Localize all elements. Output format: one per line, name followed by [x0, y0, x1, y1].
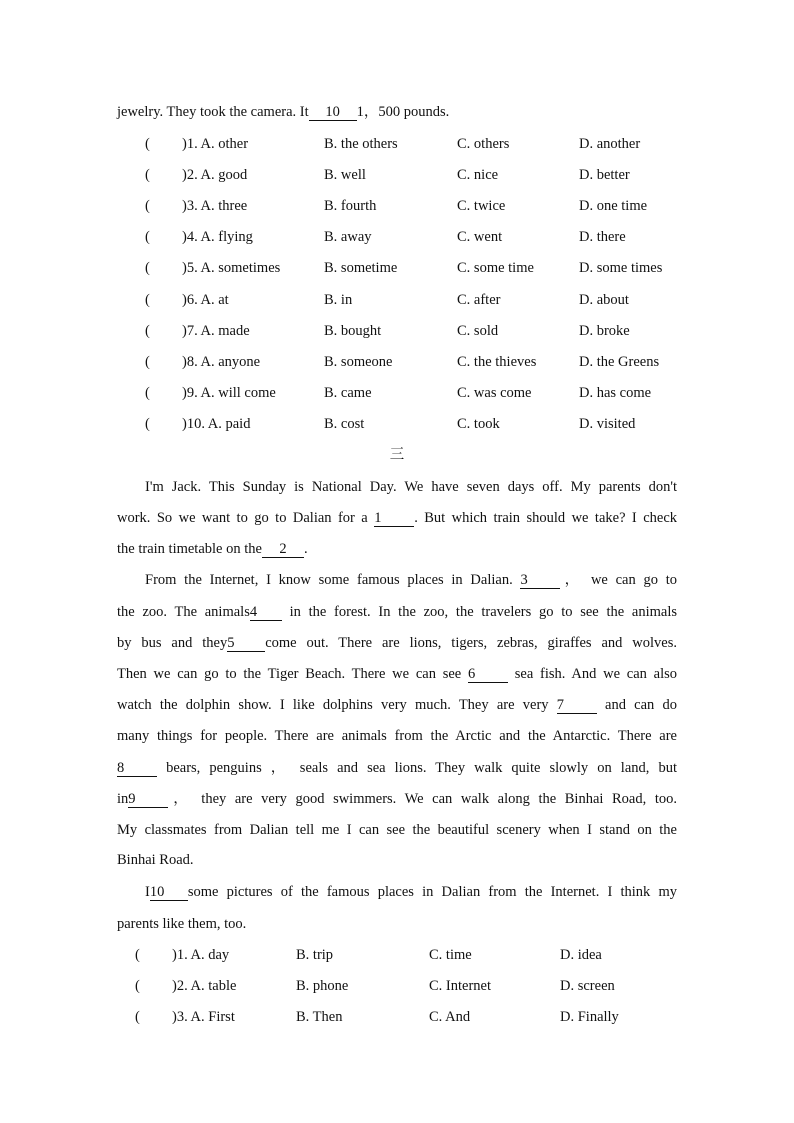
answer-paren[interactable]: (: [135, 1009, 140, 1025]
passage-line: I'm Jack. This Sunday is National Day. We have seven days off. My parents don't: [145, 479, 677, 495]
text: by bus and they: [117, 635, 228, 651]
passage-line: [145, 882, 677, 902]
passage-line: [145, 570, 677, 590]
answer-paren[interactable]: (: [135, 947, 140, 963]
option-c: C. others: [457, 136, 510, 152]
blank[interactable]: 10: [309, 104, 357, 121]
blank[interactable]: 6: [468, 666, 508, 683]
option-a: )2. A. good: [182, 167, 248, 183]
option-d: D. Finally: [560, 1009, 619, 1025]
option-a: )1. A. other: [182, 136, 249, 152]
option-c: C. twice: [457, 198, 506, 214]
option-b: B. fourth: [324, 198, 377, 214]
option-d: D. broke: [579, 323, 630, 339]
answer-paren[interactable]: (: [145, 385, 150, 401]
option-a: )1. A. day: [172, 947, 230, 963]
option-a: )3. A. three: [182, 198, 248, 214]
text: and can do: [596, 697, 678, 713]
option-d: D. there: [579, 229, 626, 245]
passage-line: Binhai Road.: [117, 852, 194, 868]
blank[interactable]: 3: [520, 572, 560, 589]
option-c: C. And: [429, 1009, 471, 1025]
option-b: B. someone: [324, 354, 393, 370]
option-c: C. nice: [457, 167, 499, 183]
passage-line: [117, 758, 677, 778]
option-d: D. idea: [560, 947, 602, 963]
text: in the forest. In the zoo, the travelers go to see the animals: [281, 604, 677, 620]
blank[interactable]: 2: [262, 541, 304, 558]
answer-paren[interactable]: (: [145, 136, 150, 152]
answer-paren[interactable]: (: [145, 198, 150, 214]
option-b: B. Then: [296, 1009, 343, 1025]
text: work. So we want to go to Dalian for a: [117, 510, 368, 526]
passage-line: many things for people. There are animals from the Arctic and the Antarctic. There are: [117, 728, 677, 744]
text: watch the dolphin show. I like dolphins very much. They are very: [117, 697, 549, 713]
text: sea fish. And we can also: [508, 666, 677, 682]
text: Then we can go to the Tiger Beach. There we can see: [117, 666, 462, 682]
blank[interactable]: 7: [557, 697, 597, 714]
option-b: B. cost: [324, 416, 365, 432]
option-a: )3. A. First: [172, 1009, 235, 1025]
text: .: [303, 541, 308, 557]
option-a: )8. A. anyone: [182, 354, 261, 370]
option-b: B. trip: [296, 947, 334, 963]
option-d: D. about: [579, 292, 629, 308]
option-c: C. was come: [457, 385, 532, 401]
option-a: )5. A. sometimes: [182, 260, 281, 276]
text: bears, penguins ， seals and sea lions. They walk quite slowly on land, but: [157, 760, 677, 776]
passage-line: My classmates from Dalian tell me I can see the beautiful scenery when I stand on the: [117, 822, 677, 838]
option-d: D. some times: [579, 260, 663, 276]
text: the train timetable on the: [117, 541, 262, 557]
option-c: C. sold: [457, 323, 499, 339]
passage-line: [117, 508, 677, 528]
passage-line: [117, 102, 677, 122]
answer-paren[interactable]: (: [145, 292, 150, 308]
passage-line: [117, 633, 677, 653]
answer-paren[interactable]: (: [145, 229, 150, 245]
text: jewelry. They took the camera. It: [117, 104, 309, 120]
option-d: D. visited: [579, 416, 636, 432]
answer-paren[interactable]: (: [145, 167, 150, 183]
answer-paren[interactable]: (: [145, 260, 150, 276]
passage-line: parents like them, too.: [117, 916, 247, 932]
text: in: [117, 791, 129, 807]
option-d: D. the Greens: [579, 354, 660, 370]
option-d: D. has come: [579, 385, 652, 401]
option-d: D. screen: [560, 978, 615, 994]
text: come out. There are lions, tigers, zebras, giraffes and wolves.: [265, 635, 677, 651]
option-b: B. well: [324, 167, 366, 183]
option-d: D. better: [579, 167, 630, 183]
answer-paren[interactable]: (: [145, 354, 150, 370]
option-c: C. went: [457, 229, 503, 245]
option-c: C. time: [429, 947, 472, 963]
section-title: 三: [389, 447, 405, 463]
blank[interactable]: 5: [227, 635, 265, 652]
option-b: B. phone: [296, 978, 349, 994]
option-a: )9. A. will come: [182, 385, 276, 401]
text: some pictures of the famous places in Dalian from the Internet. I think my: [187, 884, 677, 900]
text: 1，500 pounds.: [356, 104, 450, 120]
option-b: B. bought: [324, 323, 382, 339]
option-a: )10. A. paid: [182, 416, 251, 432]
passage-line: [117, 664, 677, 684]
option-a: )6. A. at: [182, 292, 229, 308]
option-a: )2. A. table: [172, 978, 237, 994]
passage-line: [117, 789, 677, 809]
option-b: B. came: [324, 385, 372, 401]
option-d: D. another: [579, 136, 641, 152]
answer-paren[interactable]: (: [135, 978, 140, 994]
blank[interactable]: 10: [150, 884, 188, 901]
passage-line: [117, 539, 677, 559]
option-a: )4. A. flying: [182, 229, 253, 245]
blank[interactable]: 4: [250, 604, 282, 621]
answer-paren[interactable]: (: [145, 416, 150, 432]
blank[interactable]: 9: [128, 791, 168, 808]
passage-line: [117, 602, 677, 622]
text: I: [145, 884, 150, 900]
option-a: )7. A. made: [182, 323, 250, 339]
option-c: C. took: [457, 416, 500, 432]
text: . But which train should we take? I check: [414, 510, 678, 526]
option-c: C. after: [457, 292, 501, 308]
text: From the Internet, I know some famous places in Dalian.: [145, 572, 513, 588]
blank[interactable]: 8: [117, 760, 157, 777]
option-b: B. sometime: [324, 260, 398, 276]
option-b: B. the others: [324, 136, 398, 152]
option-b: B. in: [324, 292, 353, 308]
option-b: B. away: [324, 229, 372, 245]
text: the zoo. The animals: [117, 604, 250, 620]
answer-paren[interactable]: (: [145, 323, 150, 339]
option-c: C. some time: [457, 260, 534, 276]
option-c: C. Internet: [429, 978, 492, 994]
option-c: C. the thieves: [457, 354, 537, 370]
option-d: D. one time: [579, 198, 648, 214]
text: ， we can go to: [560, 572, 677, 588]
blank[interactable]: 1: [374, 510, 414, 527]
text: ， they are very good swimmers. We can walk along the Binhai Road, too.: [168, 791, 677, 807]
passage-line: [117, 695, 677, 715]
